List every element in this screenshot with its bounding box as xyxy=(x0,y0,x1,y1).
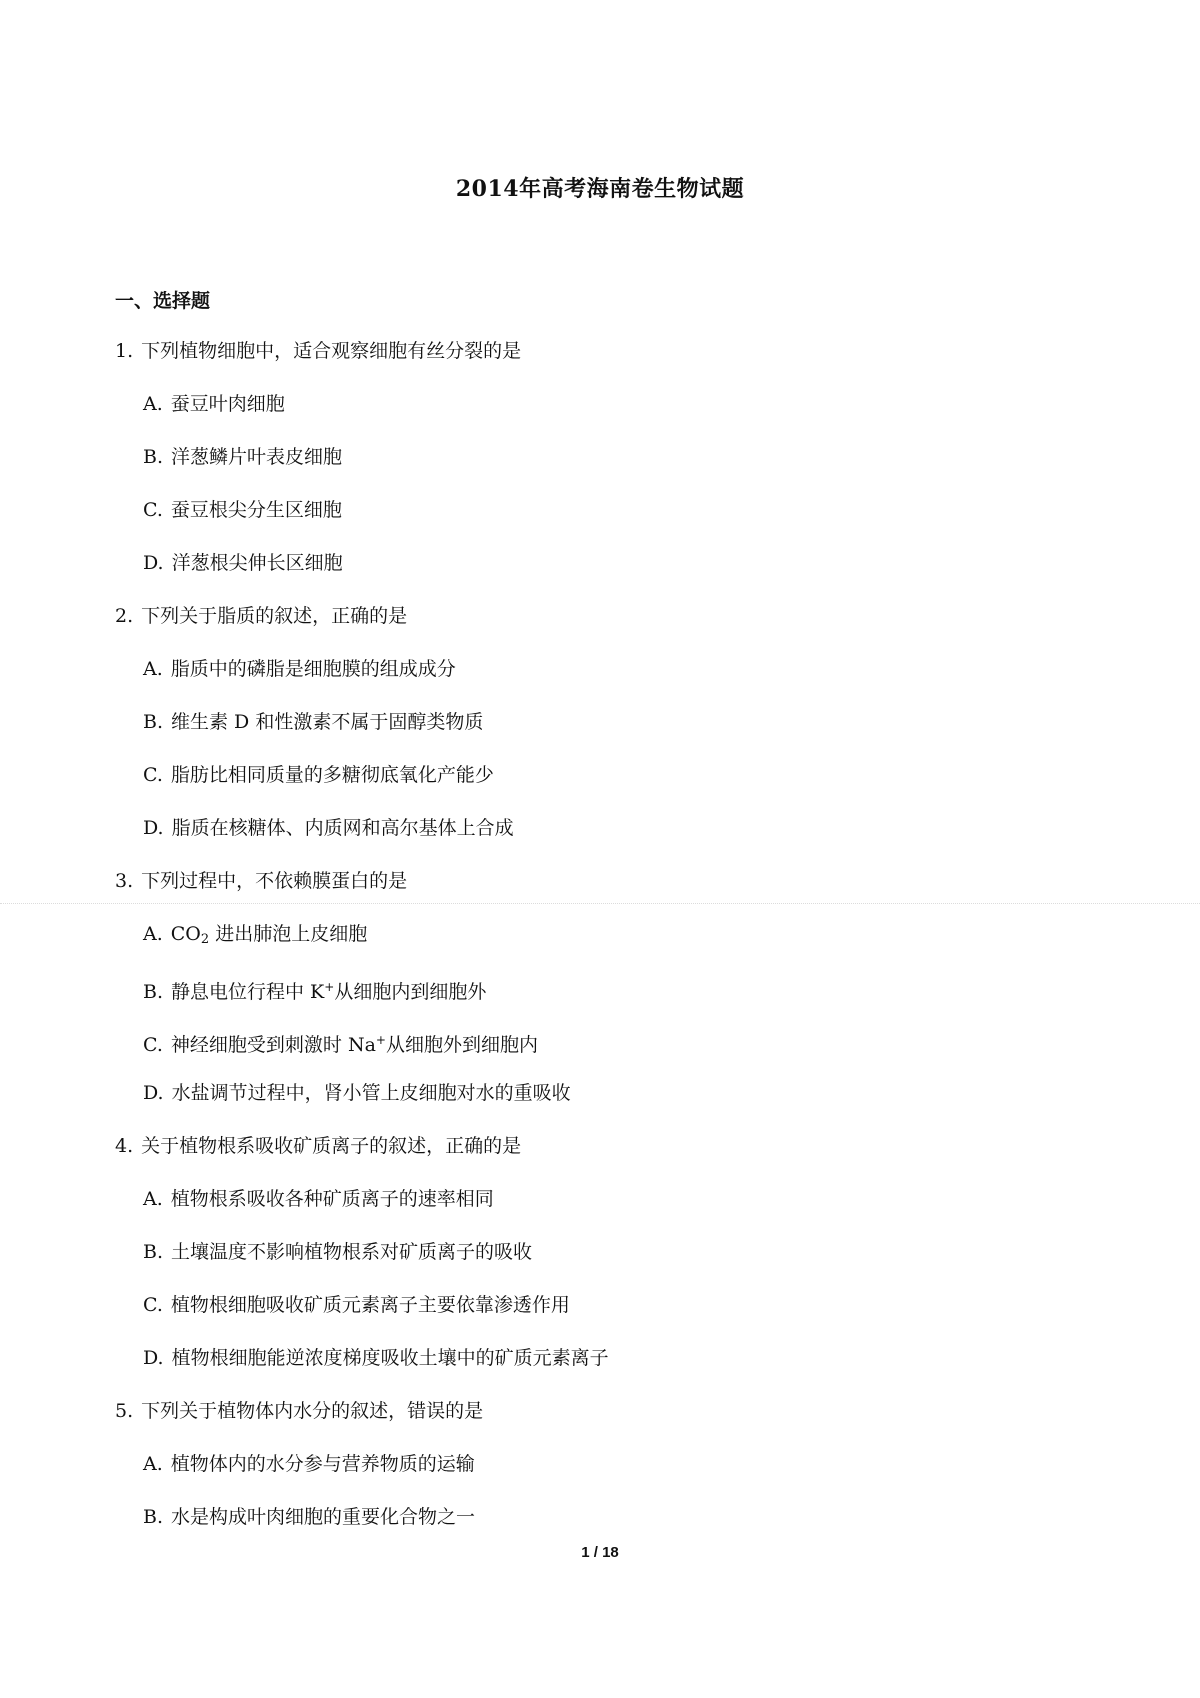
subscript: 2 xyxy=(200,932,210,947)
question-text: 下列植物细胞中，适合观察细胞有丝分裂的是 xyxy=(141,340,522,362)
question-stem xyxy=(115,1396,1115,1449)
option-text xyxy=(171,981,486,1003)
option-label: A. xyxy=(143,658,163,680)
option-text-part: CO xyxy=(170,923,201,945)
option-label: C. xyxy=(143,1034,163,1056)
option-text: 洋葱鳞片叶表皮细胞 xyxy=(171,446,343,468)
question-number: 3. xyxy=(115,870,134,892)
option-text: 洋葱根尖伸长区细胞 xyxy=(171,552,343,574)
page-divider xyxy=(0,903,1200,904)
option xyxy=(115,760,1115,813)
option-text-part: 进出肺泡上皮细胞 xyxy=(209,923,368,945)
option xyxy=(115,707,1115,760)
question-stem xyxy=(115,601,1115,654)
option-label: B. xyxy=(143,446,164,468)
option xyxy=(115,1237,1115,1290)
option-text: 土壤温度不影响植物根系对矿质离子的吸收 xyxy=(171,1241,533,1263)
question-number: 2. xyxy=(115,605,134,627)
question-number: 1. xyxy=(115,340,134,362)
option-label: A. xyxy=(143,1188,163,1210)
question-text: 关于植物根系吸收矿质离子的叙述，正确的是 xyxy=(141,1135,522,1157)
question-number: 4. xyxy=(115,1135,134,1157)
question-stem xyxy=(115,336,1115,389)
document-title: 2014年高考海南卷生物试题 xyxy=(455,176,745,202)
option xyxy=(115,1449,1115,1502)
option xyxy=(115,1025,1115,1078)
question-list xyxy=(115,336,1115,1555)
question-number: 5. xyxy=(115,1400,134,1422)
option-label: B. xyxy=(143,711,164,733)
question-stem xyxy=(115,866,1115,919)
option-label: A. xyxy=(143,1453,163,1475)
option-text-part: 从细胞内到细胞外 xyxy=(334,981,487,1003)
option-label: D. xyxy=(143,1347,164,1369)
option-text: 脂肪比相同质量的多糖彻底氧化产能少 xyxy=(170,764,494,786)
option-label: A. xyxy=(143,393,163,415)
option xyxy=(115,654,1115,707)
option-text: 脂质在核糖体、内质网和高尔基体上合成 xyxy=(171,817,514,839)
option-text: 植物根系吸收各种矿质离子的速率相同 xyxy=(170,1188,494,1210)
option xyxy=(115,813,1115,866)
question-text: 下列关于脂质的叙述，正确的是 xyxy=(141,605,408,627)
option-label: D. xyxy=(143,817,164,839)
question-text: 下列过程中，不依赖膜蛋白的是 xyxy=(141,870,408,892)
option-text: 蚕豆根尖分生区细胞 xyxy=(170,499,342,521)
option xyxy=(115,972,1115,1025)
superscript: + xyxy=(324,980,335,994)
superscript: + xyxy=(375,1033,386,1047)
option-label: B. xyxy=(143,1241,164,1263)
option-text: 脂质中的磷脂是细胞膜的组成成分 xyxy=(170,658,456,680)
option-text: 水是构成叶肉细胞的重要化合物之一 xyxy=(171,1506,476,1528)
option xyxy=(115,1290,1115,1343)
option-text: 植物根细胞能逆浓度梯度吸收土壤中的矿质元素离子 xyxy=(171,1347,609,1369)
option-label: D. xyxy=(143,1082,164,1104)
question-stem xyxy=(115,1131,1115,1184)
option xyxy=(115,495,1115,548)
option-text xyxy=(171,923,367,945)
option-label: A. xyxy=(143,923,163,945)
option xyxy=(115,548,1115,601)
option-text-part: 神经细胞受到刺激时 Na xyxy=(170,1034,376,1056)
option xyxy=(115,1184,1115,1237)
option-label: B. xyxy=(143,981,164,1003)
option-text: 植物根细胞吸收矿质元素离子主要依靠渗透作用 xyxy=(170,1294,570,1316)
option xyxy=(115,1078,1115,1131)
option-label: C. xyxy=(143,764,163,786)
option-label: B. xyxy=(143,1506,164,1528)
option-text xyxy=(171,1034,538,1056)
option-text-part: 静息电位行程中 K xyxy=(171,981,325,1003)
option-label: C. xyxy=(143,499,163,521)
option xyxy=(115,442,1115,495)
page-number: 1 / 18 xyxy=(581,1544,619,1561)
option-text: 维生素 D 和性激素不属于固醇类物质 xyxy=(171,711,484,733)
option-label: C. xyxy=(143,1294,163,1316)
option-text: 植物体内的水分参与营养物质的运输 xyxy=(170,1453,475,1475)
option xyxy=(115,389,1115,442)
option-label: D. xyxy=(143,552,164,574)
option xyxy=(115,919,1115,972)
option-text-part: 从细胞外到细胞内 xyxy=(385,1034,538,1056)
option-text: 水盐调节过程中，肾小管上皮细胞对水的重吸收 xyxy=(171,1082,571,1104)
question-text: 下列关于植物体内水分的叙述，错误的是 xyxy=(141,1400,484,1422)
section-heading: 一、选择题 xyxy=(115,290,211,312)
option xyxy=(115,1343,1115,1396)
option-text: 蚕豆叶肉细胞 xyxy=(170,393,285,415)
